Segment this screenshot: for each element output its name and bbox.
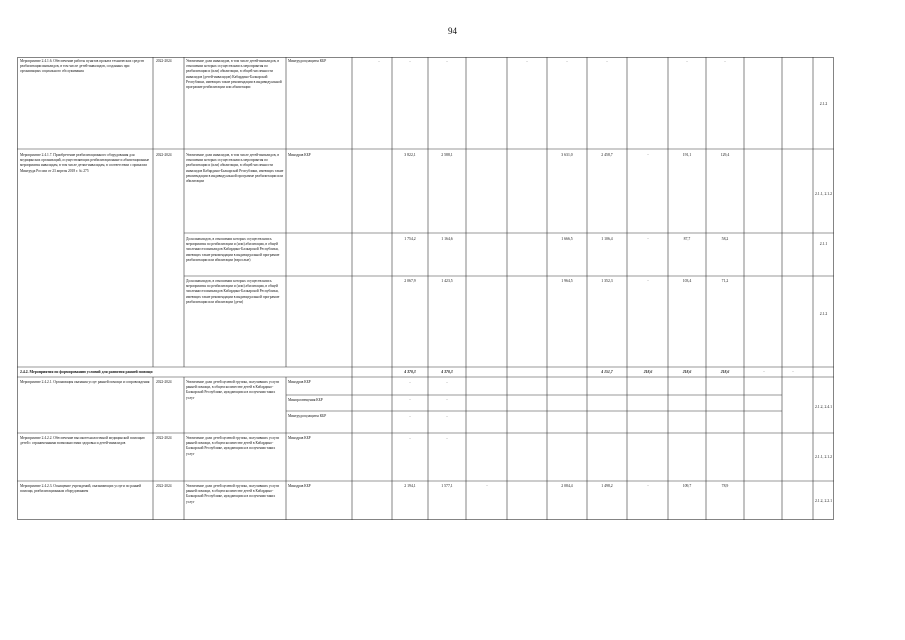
value-cell: - xyxy=(566,60,568,64)
value-cell: - xyxy=(486,484,488,488)
indicator-text: Увеличение доли детей целевой группы, получивших услуги ранней помощи, в общем количестве детей в Кабардино-Балкарской Республике, нуждающихся в получении таких услуг xyxy=(186,484,280,504)
measure-name: Мероприятие 2.4.2.3. Оснащение учреждений, оказывающих услуги по ранней помощи, реабилитационным оборудованием xyxy=(20,484,142,494)
reference-cell: 2.1.2 xyxy=(819,102,828,106)
value-cell: 2 458,7 xyxy=(601,153,613,157)
value-cell: 1 352,3 xyxy=(601,279,613,283)
reference-cell: 2.1.2, 2.2.1 xyxy=(814,499,833,503)
executor: Минздрав КБР xyxy=(288,484,311,488)
value-cell: 1 754,2 xyxy=(404,237,416,241)
indicator-text: Доля инвалидов, в отношении которых осуществлялись мероприятия по реабилитации и (или) абилитации, в общей численности инвалидов Кабардино-Балкарской Республики, имеющих такие рекомендации в индивидуальной программе реабилитации или абилитации (дети) xyxy=(186,279,280,304)
reference-cell: 2.1.2 xyxy=(819,312,828,316)
value-cell: - xyxy=(446,60,448,64)
executor: Минтрудсоцзащиты КБР xyxy=(288,414,327,418)
section-value: - xyxy=(763,370,765,374)
value-cell: 3 631,0 xyxy=(561,153,573,157)
executor: Минтрудсоцзащиты КБР xyxy=(288,59,327,63)
value-cell: - xyxy=(409,437,411,441)
value-cell: - xyxy=(647,484,649,488)
value-cell: 3 822,1 xyxy=(404,153,416,157)
value-cell: 2 067,9 xyxy=(404,279,416,283)
value-cell: 1 498,2 xyxy=(601,484,613,488)
indicator-text: Увеличение доли инвалидов, в том числе детей-инвалидов, в отношении которых осуществлялись мероприятия по реабилитации и (или) абилитации, в общей численности инвалидов Кабардино-Балкарской Республики, имеющих такие рекомендации в индивидуальной программе реабилитации или абилитации xyxy=(186,153,284,184)
value-cell: - xyxy=(446,398,448,402)
value-cell: - xyxy=(378,60,380,64)
value-cell: 2 194,1 xyxy=(404,484,416,488)
measure-years: 2022-2024 xyxy=(156,59,172,63)
value-cell: 71,2 xyxy=(721,279,729,283)
value-cell: 78,9 xyxy=(721,484,729,488)
section-value: 4 151,7 xyxy=(601,370,613,374)
value-cell: - xyxy=(409,398,411,402)
section-value: 4 370,3 xyxy=(404,370,416,374)
executor: Минздрав КБР xyxy=(288,153,311,157)
value-cell: 1 666,5 xyxy=(561,237,573,241)
indicator-text: Увеличение доли детей целевой группы, получивших услуги ранней помощи, в общем количестве детей в Кабардино-Балкарской Республике, нуждающихся в получении таких услуг xyxy=(186,380,280,400)
value-cell: 129,4 xyxy=(720,153,730,157)
value-cell: - xyxy=(409,60,411,64)
value-cell: - xyxy=(647,153,649,157)
value-cell: - xyxy=(647,279,649,283)
value-cell: 58,2 xyxy=(721,237,729,241)
value-cell: 1 423,5 xyxy=(441,279,453,283)
value-cell: - xyxy=(446,381,448,385)
executor: Минздрав КБР xyxy=(288,380,311,384)
value-cell: 1 106,4 xyxy=(601,237,613,241)
value-cell: 103,4 xyxy=(682,279,692,283)
value-cell: 191,1 xyxy=(682,153,692,157)
section-value: - xyxy=(792,370,794,374)
value-cell: 2 588,1 xyxy=(441,153,453,157)
measure-name: Мероприятие 2.4.2.2. Обеспечение высокотехнологичной медицинской помощью детей с ограниченными возможностями здоровья и детей-инвалидов xyxy=(20,436,145,446)
reference-cell: 2.1.2, 2.4.1 xyxy=(814,405,833,409)
reference-cell: 2.1.1 xyxy=(819,242,828,246)
section-value: 218,6 xyxy=(682,370,692,374)
section-value: 218,6 xyxy=(643,370,653,374)
value-cell: 87,7 xyxy=(683,237,691,241)
executor: Минпросвещения КБР xyxy=(288,398,323,402)
measure-name: Мероприятие 2.4.1.6. Обеспечение работы пунктов проката технических средств реабилитации инвалидов, в том числе детей-инвалидов, созданных при организациях социального обслуживания xyxy=(20,59,144,74)
indicator-text: Увеличение доли инвалидов, в том числе детей-инвалидов, в отношении которых осуществлялись мероприятия по реабилитации и (или) абилитации, в общей численности инвалидов (детей-инвалидов) Кабардино-Балкарской Республики, имеющих такие рекомендации в индивидуальной программе реабилитации или абилитации xyxy=(186,59,282,90)
measure-name: Мероприятие 2.4.1.7. Приобретение реабилитационного оборудования для медицинских организаций, осуществляющих реабилитационные и абилитационные мероприятия инвалидам, в том числе детям-инвалидам, в соответствии с приказом Минтруда России от 23 апреля 2018 г. № 275 xyxy=(20,153,150,173)
value-cell: - xyxy=(409,415,411,419)
section-title: 2.4.2. Мероприятия по формированию условий для развития ранней помощи xyxy=(20,370,153,374)
measure-years: 2022-2024 xyxy=(156,484,172,488)
executor: Минздрав КБР xyxy=(288,436,311,440)
value-cell: - xyxy=(647,237,649,241)
value-cell: - xyxy=(686,60,688,64)
measure-years: 2022-2024 xyxy=(156,436,172,440)
measure-years: 2022-2024 xyxy=(156,153,172,157)
page-number: 94 xyxy=(448,26,457,36)
indicator-text: Увеличение доли детей целевой группы, получивших услуги ранней помощи, в общем количестве детей в Кабардино-Балкарской Республике, нуждающихся в получении таких услуг xyxy=(186,436,280,456)
measure-name: Мероприятие 2.4.2.1. Организация оказания услуг ранней помощи и сопровождения xyxy=(20,380,150,384)
value-cell: - xyxy=(409,381,411,385)
value-cell: - xyxy=(446,415,448,419)
reference-cell: 2.1.1, 2.1.2 xyxy=(814,455,833,459)
measure-years: 2022-2024 xyxy=(156,380,172,384)
value-cell: 109,7 xyxy=(682,484,692,488)
reference-cell: 2.1.1, 2.1.2 xyxy=(814,192,833,196)
value-cell: 1 164,6 xyxy=(441,237,453,241)
value-cell: 1 577,1 xyxy=(441,484,453,488)
value-cell: - xyxy=(724,60,726,64)
section-value: 4 370,3 xyxy=(441,370,453,374)
value-cell: - xyxy=(526,60,528,64)
indicator-text: Доля инвалидов, в отношении которых осуществлялись мероприятия по реабилитации и (или) абилитации, в общей численности инвалидов Кабардино-Балкарской Республики, имеющих такие рекомендации в индивидуальной программе реабилитации или абилитации (взрослые) xyxy=(186,237,280,262)
value-cell: - xyxy=(446,437,448,441)
value-cell: - xyxy=(606,60,608,64)
value-cell: 1 964,5 xyxy=(561,279,573,283)
measures-table xyxy=(17,57,834,520)
value-cell: 2 084,4 xyxy=(561,484,573,488)
section-value: 218,6 xyxy=(720,370,730,374)
